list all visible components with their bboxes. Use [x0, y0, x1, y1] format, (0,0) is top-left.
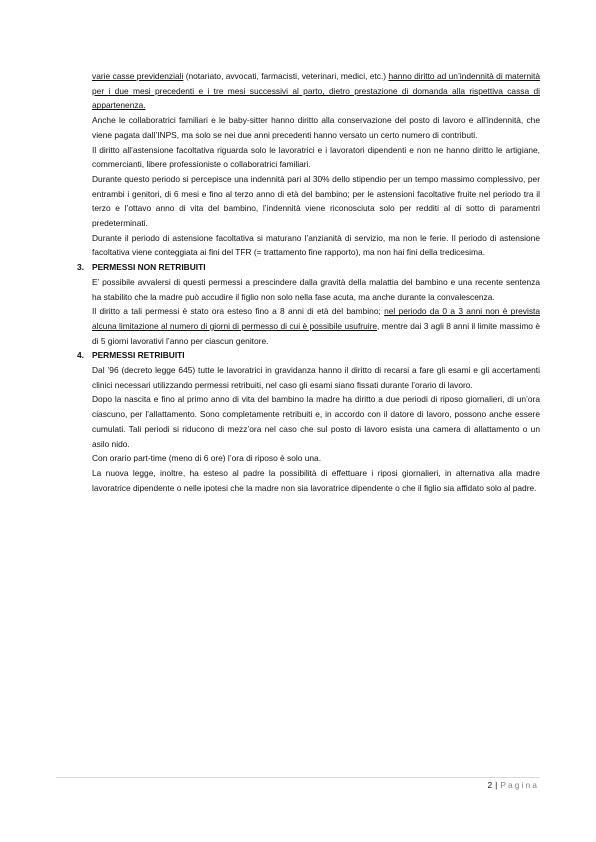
paragraph: La nuova legge, inoltre, ha esteso al padre la possibilità di effettuare i riposi giornalieri, in alternativa alla madre lavoratrice dipendente o nelle ipotesi che la madre non sia lavoratrice dipendente o che il figlio sia affidato solo al padre. — [92, 467, 540, 493]
section-number: 3. — [77, 262, 84, 273]
footer-separator: | — [495, 780, 498, 790]
paragraph: E’ possibile avvalersi di questi permessi a prescindere dalla gravità della malattia del bambino e una recente sentenza ha stabilito che la madre può accudire il figlio non solo nella fase acuta, ma anche durante la convalescenza. — [92, 276, 540, 302]
paragraph: Con orario part-time (meno di 6 ore) l’ora di riposo è solo una. — [92, 453, 322, 464]
plain-text: Il diritto a tali permessi è stato ora esteso fino a 8 anni di età del bambino; — [92, 306, 385, 317]
section-title: PERMESSI NON RETRIBUITI — [92, 262, 206, 273]
paragraph: Dopo la nascita e fino al primo anno di vita del bambino la madre ha diritto a due periodi di riposo giornalieri, di un’ora ciascuno, per l’allattamento. Sono completamente retribuiti e, in accordo con il datore di lavoro, possono anche essere cumulati. Tali periodi si riducono di mezz’ora nel caso che sul posto di lavoro esista una camera di allattamento o un asilo nido. — [92, 394, 540, 449]
paragraph: Durante questo periodo si percepisce una indennità pari al 30% dello stipendio per un tempo massimo complessivo, per entrambi i genitori, di 6 mesi e fino al terzo anno di età del bambino; per le astensioni facoltative fruite nel periodo tra il terzo e l’ottavo anno di vita del bambino, l’indennità viene riconosciuta solo per redditi al di sotto di paramentri predeterminati. — [92, 173, 540, 229]
document-body — [77, 69, 541, 495]
plain-text: , mentre dai 3 agli 8 anni il limite massimo è di 5 giorni lavorativi l’anno per ciascun genitore. — [92, 320, 541, 346]
section-3-heading — [77, 260, 540, 275]
paragraph: Dal ’96 (decreto legge 645) tutte le lavoratrici in gravidanza hanno il diritto di recarsi a fare gli esami e gli accertamenti clinici necessari utilizzando permessi retribuiti, nel caso gli esami siano fissati durante l’orario di lavoro. — [92, 365, 540, 390]
underlined-text: varie casse previdenziali — [92, 71, 184, 81]
page-label: Pagina — [500, 780, 539, 790]
paragraph: Il diritto all’astensione facoltativa riguarda solo le lavoratrici e i lavoratori dipendenti e non ne hanno diritto le artigiane, commercianti, libere professioniste o collaboratrici familiari. — [92, 144, 540, 170]
page-number: 2 — [487, 780, 493, 790]
paragraph — [92, 304, 540, 348]
intro-paragraph — [92, 69, 540, 113]
paragraph: Anche le collaboratrici familiari e le baby-sitter hanno diritto alla conservazione del posto di lavoro e all’indennità, che viene pagata dall’INPS, ma solo se nei due anni precedenti hanno versato un certo numero di contributi. — [92, 115, 540, 140]
paragraph: Durante il periodo di astensione facoltativa si maturano l’anzianità di servizio, ma non le ferie. Il periodo di astensione facoltativa viene conteggiata ai fini del TFR (= trattamento fine rapporto), ma non hai fini della tredicesima. — [92, 232, 540, 258]
footer-divider — [56, 777, 540, 778]
section-number: 4. — [77, 350, 84, 361]
page-footer — [487, 778, 539, 792]
underlined-text: hanno diritto ad un’indennità di maternità per i due mesi precedenti e i tre mesi successivi al parto, dietro prestazione di domanda alla rispettiva cassa di appartenenza. — [92, 71, 540, 111]
section-4-heading — [77, 348, 540, 363]
plain-text: (notariato, avvocati, farmacisti, veterinari, medici, etc.) — [183, 71, 389, 81]
underlined-text: nel periodo da 0 a 3 anni non è prevista alcuna limitazione al numero di giorni di permesso di cui è possibile usufruire — [92, 306, 540, 331]
section-title: PERMESSI RETRIBUITI — [92, 350, 185, 361]
